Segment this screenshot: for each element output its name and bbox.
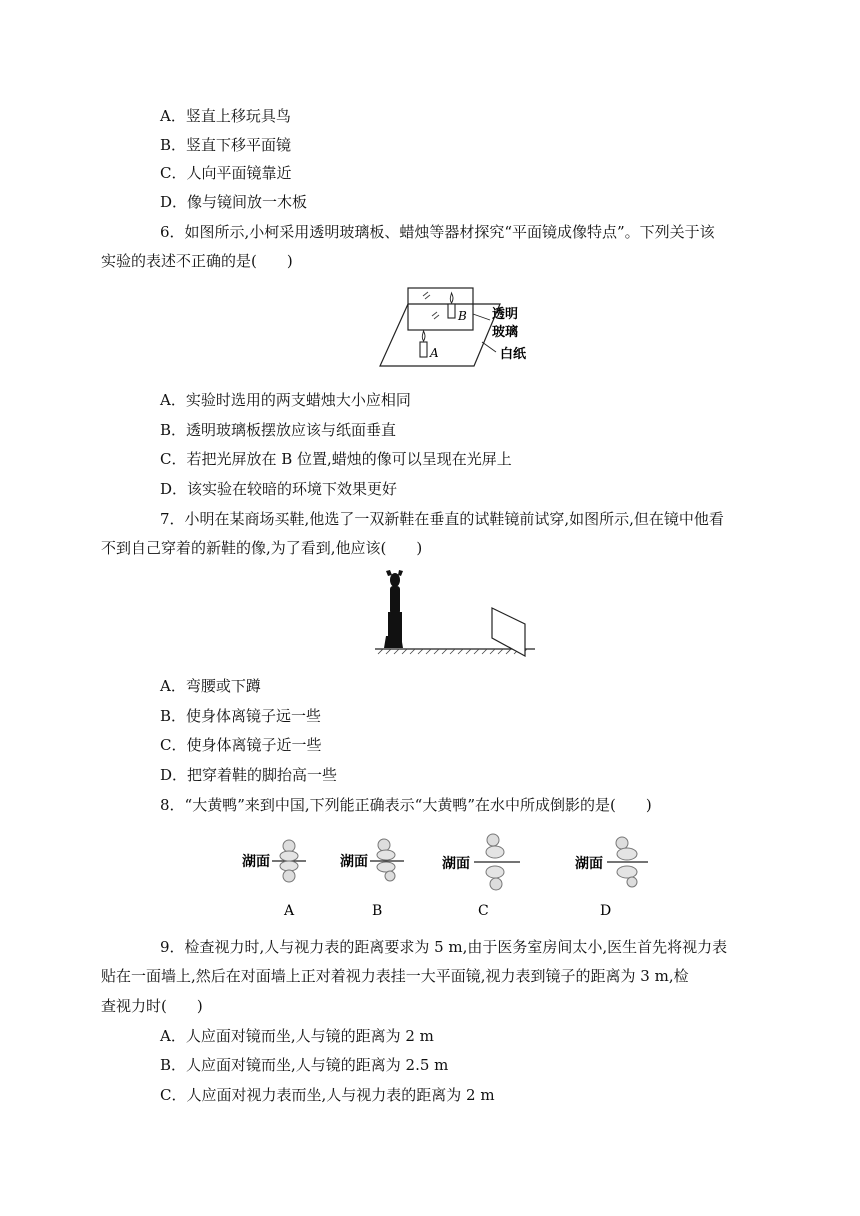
flame-b-icon	[450, 293, 453, 303]
q7-option-c: C．使身体离镜子近一些	[160, 736, 322, 754]
q5-option-c: C．人向平面镜靠近	[160, 164, 292, 182]
white-paper-shape	[380, 304, 500, 366]
label-glass: 玻璃	[492, 325, 519, 340]
q5-option-d: D．像与镜间放一木板	[160, 193, 308, 211]
q7-figure-shoe-mirror	[370, 568, 540, 658]
q9-option-b: B．人应面对镜而坐,人与镜的距离为 2.5 m	[160, 1056, 449, 1074]
q9-stem-line2: 贴在一面墙上,然后在对面墙上正对着视力表挂一大平面镜,视力表到镜子的距离为 3 m,检	[101, 967, 689, 985]
panel-letter-b: B	[372, 903, 383, 919]
q8-stem-line1: 8．“大黄鸭”来到中国,下列能正确表示“大黄鸭”在水中所成倒影的是( )	[160, 796, 652, 814]
q7-option-d: D．把穿着鞋的脚抬高一些	[160, 766, 338, 784]
q7-stem-line1: 7．小明在某商场买鞋,他选了一双新鞋在垂直的试鞋镜前试穿,如图所示,但在镜中他看	[160, 510, 724, 528]
panel-letter-c: C	[478, 903, 489, 919]
q6-option-a: A．实验时选用的两支蜡烛大小应相同	[160, 391, 411, 409]
panel-d	[575, 837, 648, 919]
q6-stem-line2: 实验的表述不正确的是( )	[101, 252, 293, 270]
lake-label-d: 湖面	[575, 856, 603, 872]
candle-b-shape	[448, 304, 455, 318]
label-transparent: 透明	[492, 307, 519, 322]
label-white-paper: 白纸	[500, 347, 527, 362]
q7-option-b: B．使身体离镜子远一些	[160, 707, 322, 725]
lake-label-a: 湖面	[242, 854, 270, 870]
panel-letter-d: D	[600, 903, 612, 919]
label-a: A	[430, 346, 439, 360]
q8-figure-duck-reflections	[240, 828, 660, 923]
q7-option-a: A．弯腰或下蹲	[160, 677, 261, 695]
candle-a-shape	[420, 342, 427, 357]
q9-stem-line3: 查视力时( )	[101, 997, 203, 1015]
panel-a	[242, 840, 306, 919]
q9-stem-line1: 9．检查视力时,人与视力表的距离要求为 5 m,由于医务室房间太小,医生首先将视力表	[160, 938, 728, 956]
q5-option-b: B．竖直下移平面镜	[160, 136, 292, 154]
panel-c	[442, 834, 520, 919]
person-silhouette	[384, 570, 403, 648]
q7-stem-line2: 不到自己穿着的新鞋的像,为了看到,他应该( )	[101, 539, 423, 557]
q5-option-a: A．竖直上移玩具鸟	[160, 107, 291, 125]
q6-stem-line1: 6．如图所示,小柯采用透明玻璃板、蜡烛等器材探究“平面镜成像特点”。下列关于该	[160, 223, 715, 241]
panel-b	[340, 839, 404, 919]
q9-option-a: A．人应面对镜而坐,人与镜的距离为 2 m	[160, 1027, 434, 1045]
q6-option-d: D．该实验在较暗的环境下效果更好	[160, 480, 398, 498]
q6-figure-mirror-experiment	[370, 284, 560, 374]
flame-a-icon	[422, 331, 425, 341]
q6-option-b: B．透明玻璃板摆放应该与纸面垂直	[160, 421, 397, 439]
label-b: B	[458, 309, 467, 323]
lake-label-c: 湖面	[442, 856, 470, 872]
q9-option-c: C．人应面对视力表而坐,人与视力表的距离为 2 m	[160, 1086, 495, 1104]
q6-option-c: C．若把光屏放在 B 位置,蜡烛的像可以呈现在光屏上	[160, 450, 512, 468]
lake-label-b: 湖面	[340, 854, 368, 870]
panel-letter-a: A	[284, 903, 295, 919]
